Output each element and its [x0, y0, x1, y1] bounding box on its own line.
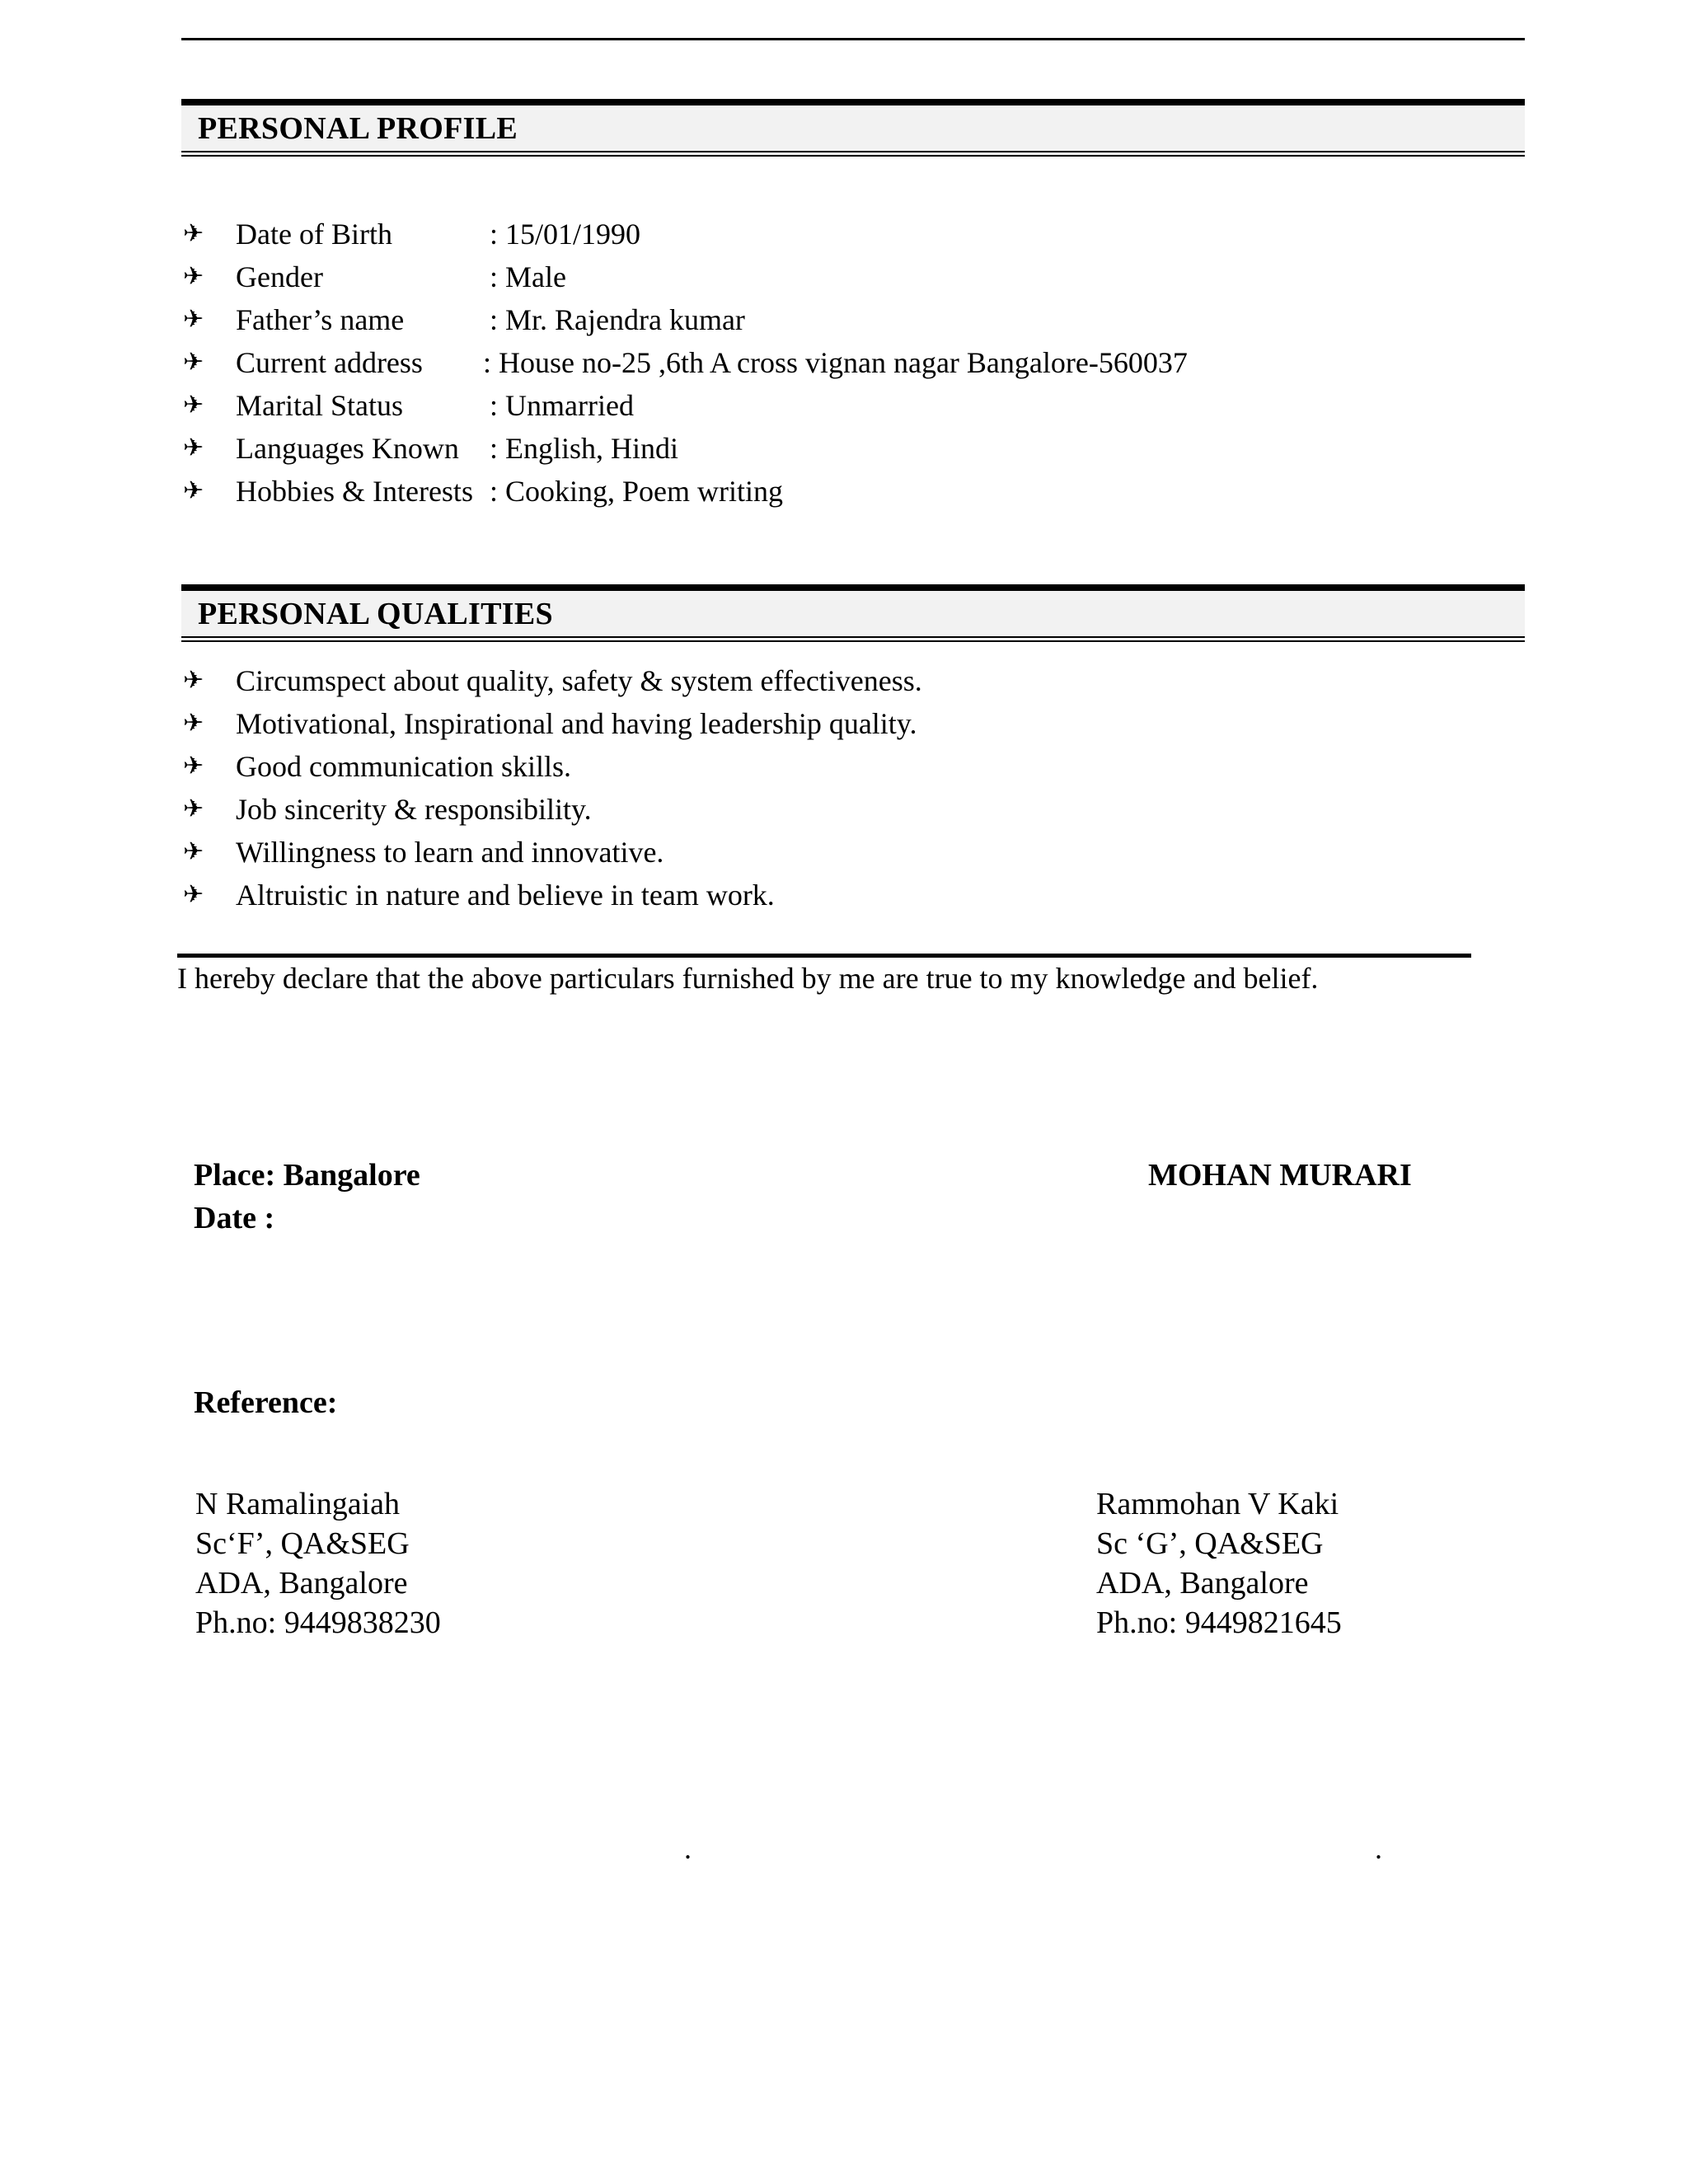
airplane-bullet-icon: ✈ — [183, 391, 204, 419]
profile-label: Languages Known — [236, 432, 459, 465]
footer-dot: . — [1375, 1832, 1382, 1865]
airplane-bullet-icon: ✈ — [183, 262, 204, 291]
personal-qualities-title: PERSONAL QUALITIES — [198, 596, 553, 631]
profile-value: : Unmarried — [490, 389, 634, 422]
top-rule — [181, 38, 1525, 40]
reference-organization: ADA, Bangalore — [1096, 1566, 1309, 1601]
quality-text: Good communication skills. — [236, 750, 571, 783]
airplane-bullet-icon: ✈ — [183, 219, 204, 248]
airplane-bullet-icon: ✈ — [183, 305, 204, 334]
airplane-bullet-icon: ✈ — [183, 666, 204, 695]
profile-label: Date of Birth — [236, 218, 392, 251]
airplane-bullet-icon: ✈ — [183, 476, 204, 505]
airplane-bullet-icon: ✈ — [183, 880, 204, 909]
airplane-bullet-icon: ✈ — [183, 794, 204, 823]
profile-value: : Cooking, Poem writing — [490, 475, 784, 508]
profile-value: : English, Hindi — [490, 432, 679, 465]
declaration-rule — [177, 954, 1471, 958]
personal-profile-header — [181, 99, 1525, 157]
place-label: Place: Bangalore — [194, 1158, 420, 1193]
airplane-bullet-icon: ✈ — [183, 752, 204, 780]
profile-value: : Mr. Rajendra kumar — [490, 303, 745, 336]
reference-organization: ADA, Bangalore — [195, 1566, 408, 1601]
personal-qualities-header — [181, 584, 1525, 642]
profile-label: Marital Status — [236, 389, 403, 422]
reference-phone: Ph.no: 9449821645 — [1096, 1605, 1342, 1640]
profile-value: : House no-25 ,6th A cross vignan nagar Bangalore-560037 — [483, 346, 1188, 379]
quality-text: Job sincerity & responsibility. — [236, 793, 592, 826]
date-label: Date : — [194, 1201, 275, 1235]
profile-value: : Male — [490, 260, 566, 293]
reference-name: N Ramalingaiah — [195, 1487, 400, 1521]
profile-label: Hobbies & Interests — [236, 475, 473, 508]
reference-name: Rammohan V Kaki — [1096, 1487, 1339, 1521]
airplane-bullet-icon: ✈ — [183, 348, 204, 377]
profile-label: Father’s name — [236, 303, 405, 336]
airplane-bullet-icon: ✈ — [183, 709, 204, 738]
reference-left — [195, 1484, 441, 1643]
reference-right — [1096, 1484, 1342, 1643]
quality-text: Willingness to learn and innovative. — [236, 836, 664, 869]
quality-text: Circumspect about quality, safety & system effectiveness. — [236, 664, 922, 697]
reference-phone: Ph.no: 9449838230 — [195, 1605, 441, 1640]
quality-text: Motivational, Inspirational and having leadership quality. — [236, 707, 917, 740]
declaration-text: I hereby declare that the above particulars furnished by me are true to my knowledge and belief. — [177, 962, 1319, 995]
profile-value: : 15/01/1990 — [490, 218, 641, 251]
quality-text: Altruistic in nature and believe in team work. — [236, 879, 775, 912]
signatory-name: MOHAN MURARI — [1148, 1158, 1412, 1193]
airplane-bullet-icon: ✈ — [183, 837, 204, 866]
reference-designation: Sc ‘G’, QA&SEG — [1096, 1526, 1324, 1561]
personal-profile-title: PERSONAL PROFILE — [198, 110, 518, 146]
airplane-bullet-icon: ✈ — [183, 434, 204, 462]
footer-dot: . — [684, 1832, 692, 1865]
profile-label: Current address — [236, 346, 423, 379]
profile-label: Gender — [236, 260, 323, 293]
reference-designation: Sc‘F’, QA&SEG — [195, 1526, 410, 1561]
reference-heading: Reference: — [194, 1385, 338, 1420]
